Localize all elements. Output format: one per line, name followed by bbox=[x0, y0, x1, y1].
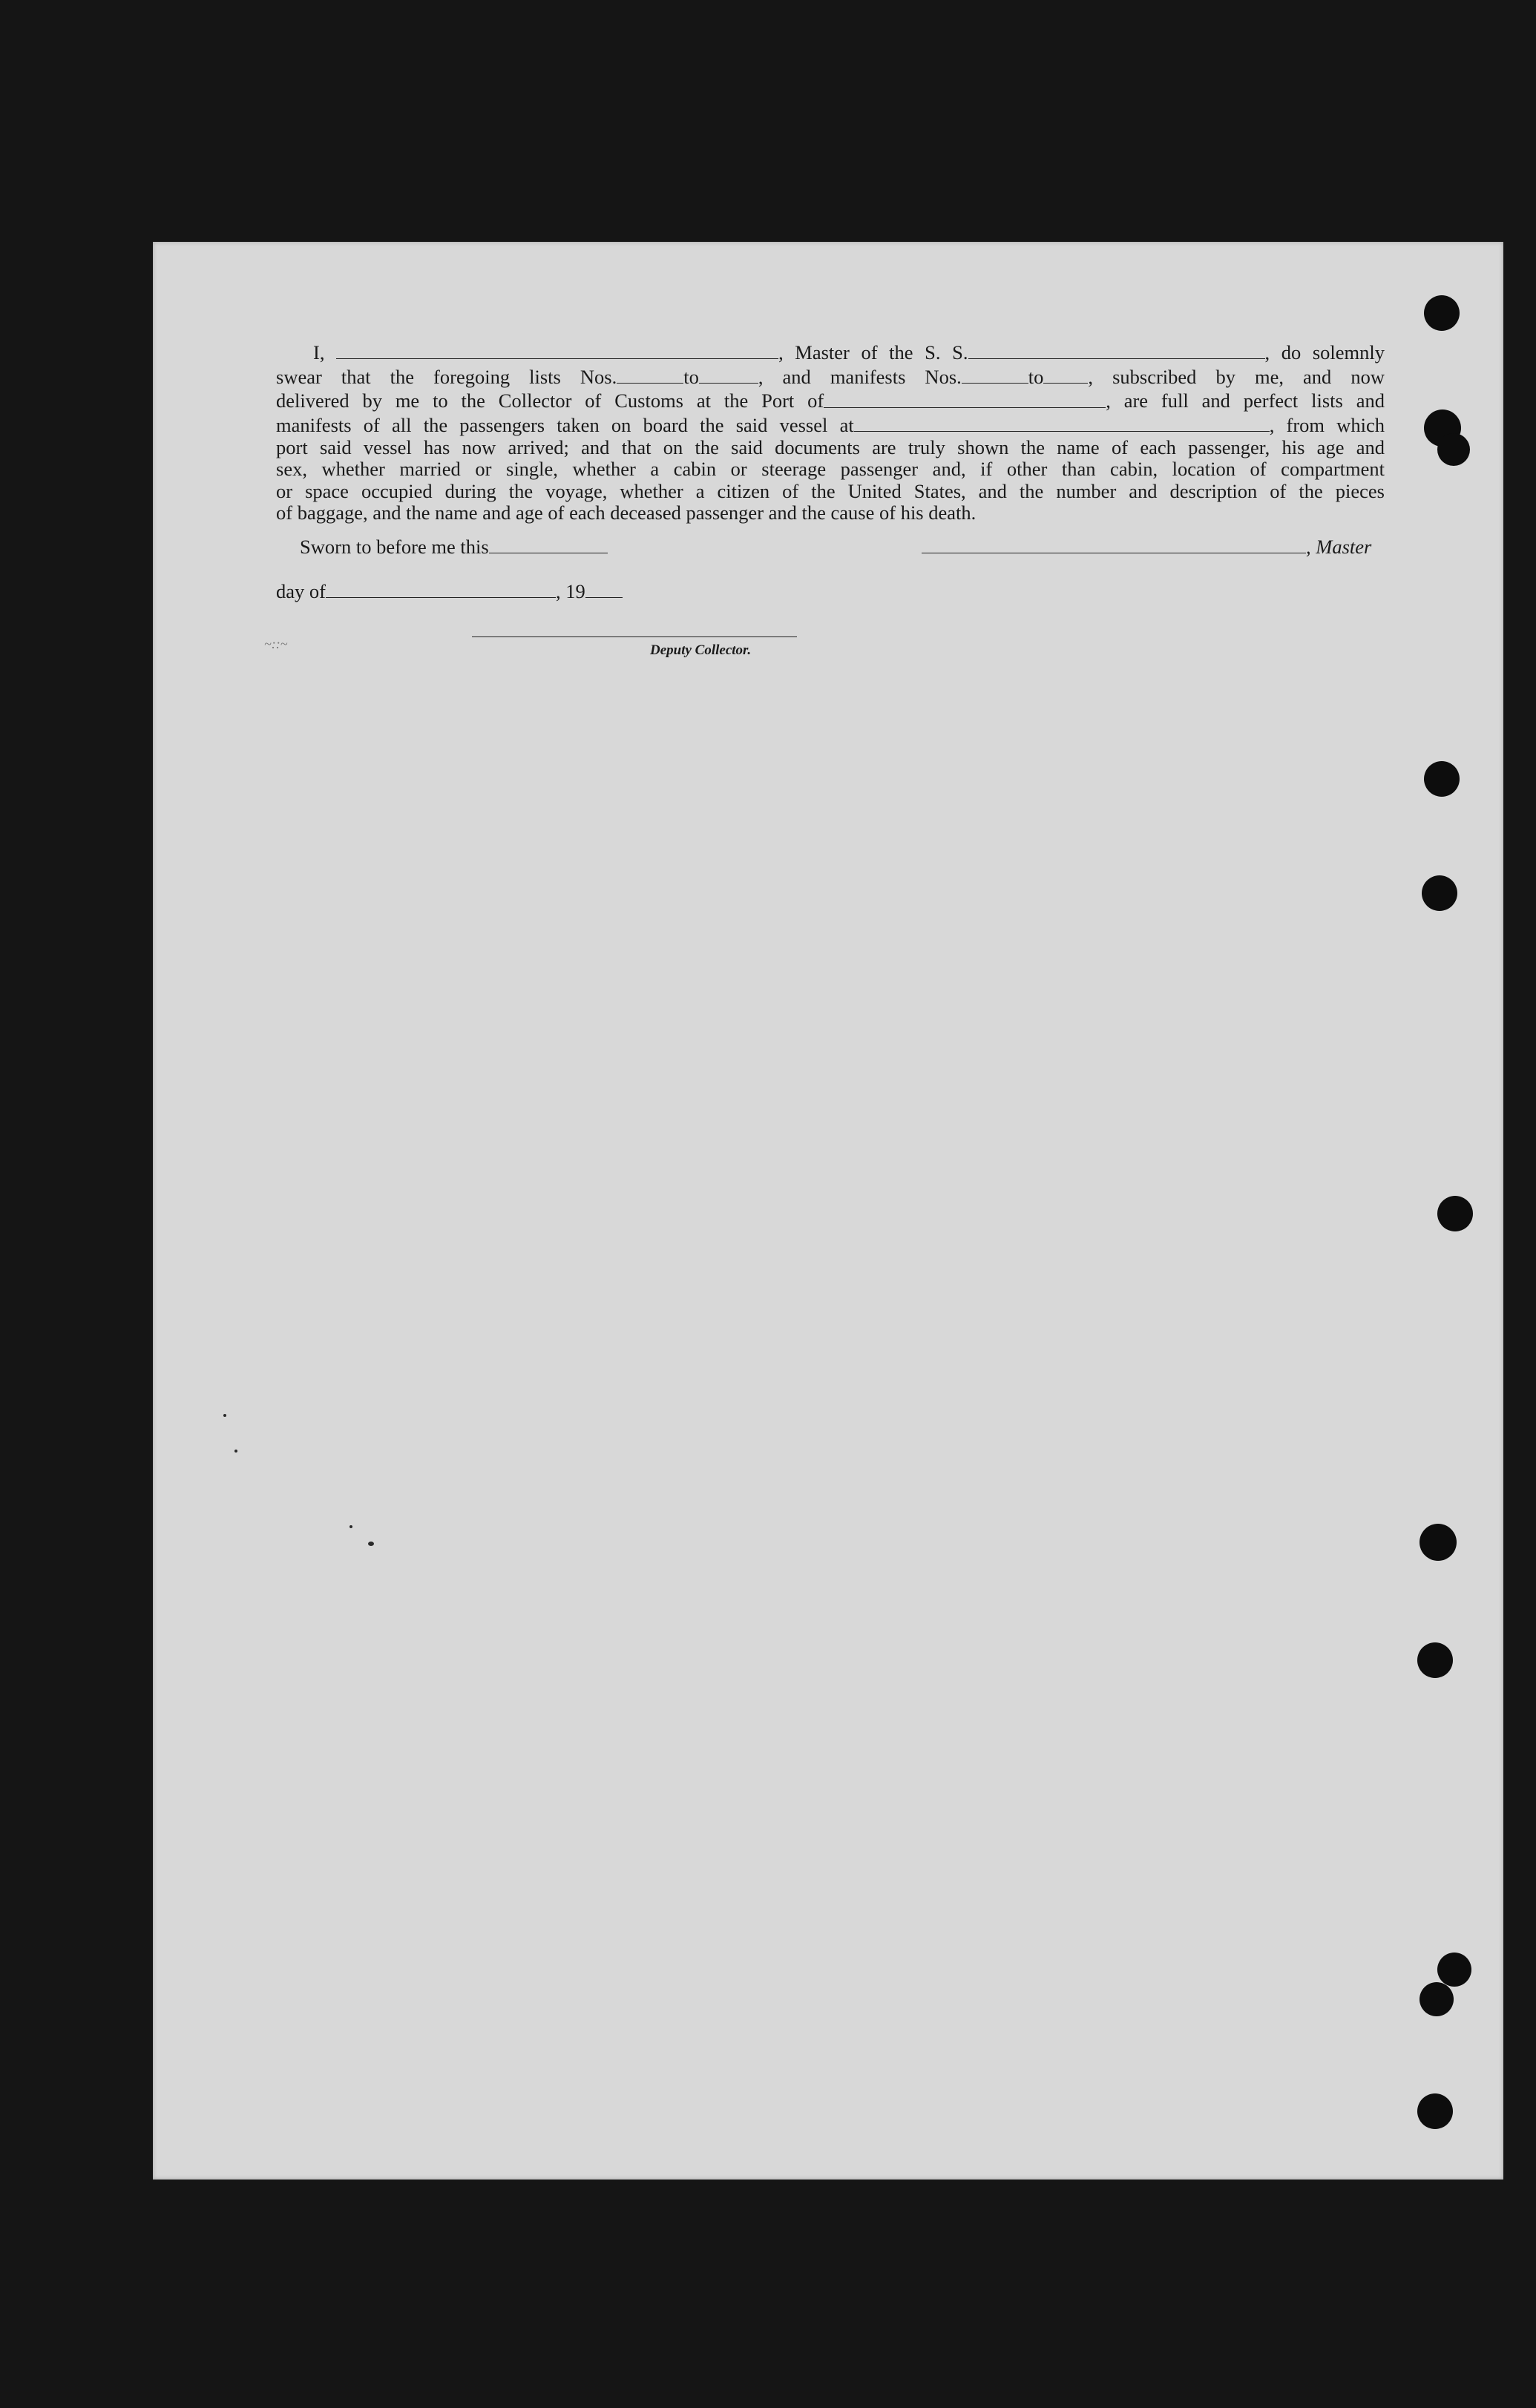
binder-hole bbox=[1437, 1953, 1471, 1987]
lists-from-blank[interactable] bbox=[617, 364, 683, 384]
oath-line-1 bbox=[276, 340, 1385, 364]
oath-text: , do solemnly bbox=[1264, 341, 1385, 364]
month-blank[interactable] bbox=[326, 579, 556, 598]
oath-line-6 bbox=[276, 458, 1385, 481]
oath-line-3 bbox=[276, 388, 1385, 412]
stray-mark bbox=[349, 1525, 352, 1528]
oath-text: I, bbox=[313, 341, 325, 364]
oath-line-4 bbox=[276, 412, 1385, 437]
master-signature-blank[interactable] bbox=[922, 534, 1306, 553]
oath-text: , subscribed by me, and now bbox=[1088, 365, 1385, 388]
vessel-name-blank[interactable] bbox=[968, 340, 1265, 359]
binder-hole bbox=[1422, 875, 1457, 911]
stray-mark bbox=[234, 1450, 237, 1453]
binder-hole bbox=[1437, 433, 1470, 466]
day-of-text: day of bbox=[276, 580, 326, 603]
oath-text: of baggage, and the name and age of each deceased passenger and the cause of his death. bbox=[276, 501, 977, 524]
stray-mark bbox=[368, 1542, 374, 1546]
binder-hole bbox=[1417, 2093, 1453, 2129]
oath-text: manifests of all the passengers taken on board the said vessel at bbox=[276, 414, 854, 437]
manifests-from-blank[interactable] bbox=[962, 364, 1028, 384]
binder-hole bbox=[1417, 1642, 1453, 1678]
binder-hole bbox=[1420, 1982, 1454, 2016]
port-blank[interactable] bbox=[824, 388, 1106, 407]
year-text: , 19 bbox=[555, 580, 585, 603]
oath-text: , and manifests Nos. bbox=[758, 365, 962, 388]
oath-text: swear that the foregoing lists Nos. bbox=[276, 365, 617, 388]
oath-text: , Master of the S. S. bbox=[778, 341, 968, 364]
oath-text: to bbox=[683, 365, 699, 388]
sworn-text: Sworn to before me this bbox=[300, 536, 489, 559]
document-sheet bbox=[153, 242, 1503, 2180]
master-label: , Master bbox=[1306, 536, 1372, 559]
stray-mark bbox=[223, 1414, 226, 1417]
oath-text: or space occupied during the voyage, whether a citizen of the United States, and the number and description of the pieces bbox=[276, 479, 1385, 502]
year-blank[interactable] bbox=[585, 579, 623, 598]
oath-line-5 bbox=[276, 437, 1385, 459]
oath-text: delivered by me to the Collector of Customs at the Port of bbox=[276, 389, 824, 412]
lists-to-blank[interactable] bbox=[699, 364, 758, 384]
manifests-to-blank[interactable] bbox=[1043, 364, 1088, 384]
name-blank[interactable] bbox=[336, 340, 778, 359]
oath-text: to bbox=[1028, 365, 1044, 388]
oath-text: port said vessel has now arrived; and that on the said documents are truly shown the name of each passenger, his age and bbox=[276, 435, 1385, 458]
departure-port-blank[interactable] bbox=[854, 412, 1270, 432]
binder-hole bbox=[1424, 761, 1460, 797]
oath-paragraph bbox=[276, 340, 1385, 524]
binder-hole bbox=[1420, 1524, 1457, 1561]
master-signature-line bbox=[922, 534, 1371, 559]
deputy-collector-signature-blank[interactable] bbox=[472, 636, 797, 637]
oath-line-7 bbox=[276, 481, 1385, 503]
oath-line-8 bbox=[276, 502, 1385, 524]
day-of-line bbox=[276, 579, 623, 603]
deputy-collector-label: Deputy Collector. bbox=[650, 642, 752, 658]
oath-text: , are full and perfect lists and bbox=[1106, 389, 1385, 412]
faint-stamp-mark: ~::~ bbox=[264, 636, 288, 651]
oath-text: , from which bbox=[1269, 414, 1385, 437]
oath-text: sex, whether married or single, whether a cabin or steerage passenger and, if other than cabin, location of compartment bbox=[276, 458, 1385, 481]
binder-hole bbox=[1437, 1196, 1473, 1231]
sworn-line bbox=[300, 534, 608, 559]
binder-hole bbox=[1424, 295, 1460, 331]
oath-line-2 bbox=[276, 364, 1385, 389]
sworn-day-blank[interactable] bbox=[489, 534, 608, 553]
